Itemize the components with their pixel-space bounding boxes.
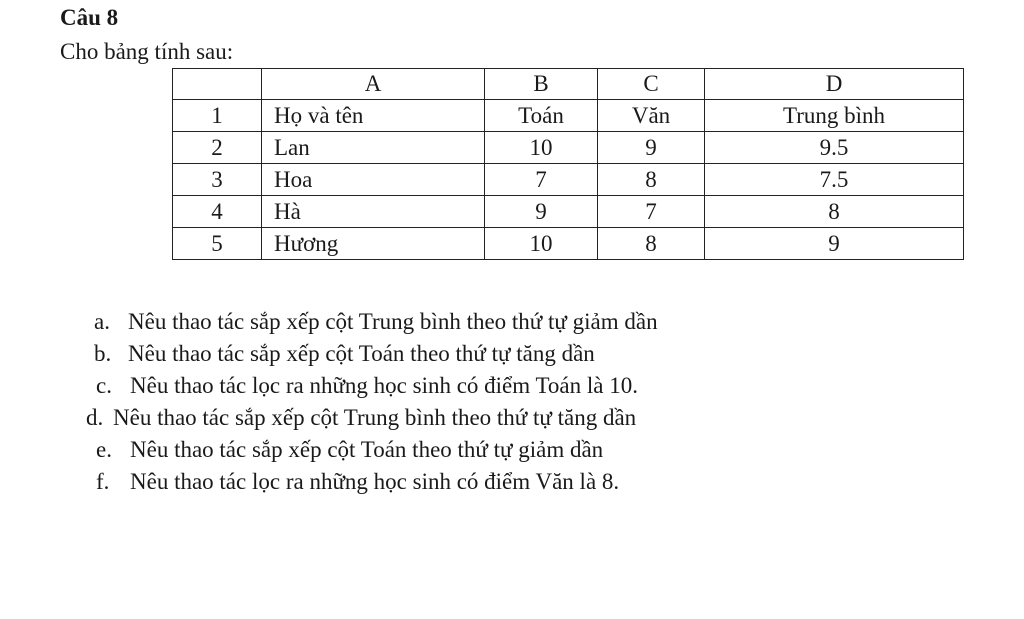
task-label: f. [96, 469, 110, 494]
column-header-c: C [598, 69, 705, 100]
task-text: Nêu thao tác lọc ra những học sinh có điểm Toán là 10. [130, 373, 638, 398]
row-number: 3 [173, 164, 262, 196]
task-label: c. [96, 373, 112, 398]
task-label: d. [86, 405, 104, 430]
task-label: a. [94, 309, 110, 334]
table-row [173, 164, 964, 196]
cell-average: 7.5 [705, 164, 964, 196]
task-text: Nêu thao tác sắp xếp cột Trung bình theo thứ tự giảm dần [128, 309, 658, 334]
column-header-d: D [705, 69, 964, 100]
cell-math: 7 [485, 164, 598, 196]
task-text: Nêu thao tác lọc ra những học sinh có điểm Văn là 8. [130, 469, 620, 494]
task-text: Nêu thao tác sắp xếp cột Toán theo thứ tự giảm dần [130, 437, 604, 462]
cell-average: 8 [705, 196, 964, 228]
cell-literature: 9 [598, 132, 705, 164]
row-number: 4 [173, 196, 262, 228]
table-row [173, 100, 964, 132]
question-intro: Cho bảng tính sau: [60, 39, 234, 64]
cell-name: Hà [262, 196, 485, 228]
table-row [173, 196, 964, 228]
cell-name: Lan [262, 132, 485, 164]
cell-name: Hoa [262, 164, 485, 196]
cell-math: 10 [485, 132, 598, 164]
cell-name: Hương [262, 228, 485, 260]
list-item [94, 306, 658, 338]
table-row [173, 132, 964, 164]
list-item [86, 402, 658, 434]
cell-math: 10 [485, 228, 598, 260]
cell-name: Họ và tên [262, 100, 485, 132]
row-number: 1 [173, 100, 262, 132]
column-header-row [173, 69, 964, 100]
spreadsheet-table [172, 68, 964, 260]
cell-average: 9.5 [705, 132, 964, 164]
list-item [96, 434, 658, 466]
table-row [173, 228, 964, 260]
task-list [86, 306, 658, 498]
list-item [96, 370, 658, 402]
task-label: b. [94, 341, 112, 366]
row-number: 5 [173, 228, 262, 260]
cell-average: Trung bình [705, 100, 964, 132]
cell-math: 9 [485, 196, 598, 228]
cell-literature: 7 [598, 196, 705, 228]
cell-literature: 8 [598, 164, 705, 196]
task-text: Nêu thao tác sắp xếp cột Toán theo thứ tự tăng dần [128, 341, 595, 366]
cell-average: 9 [705, 228, 964, 260]
list-item [96, 466, 658, 498]
cell-literature: Văn [598, 100, 705, 132]
corner-cell [173, 69, 262, 100]
list-item [94, 338, 658, 370]
row-number: 2 [173, 132, 262, 164]
cell-literature: 8 [598, 228, 705, 260]
column-header-a: A [262, 69, 485, 100]
column-header-b: B [485, 69, 598, 100]
question-title: Câu 8 [60, 5, 119, 30]
task-label: e. [96, 437, 112, 462]
cell-math: Toán [485, 100, 598, 132]
task-text: Nêu thao tác sắp xếp cột Trung bình theo thứ tự tăng dần [113, 405, 637, 430]
